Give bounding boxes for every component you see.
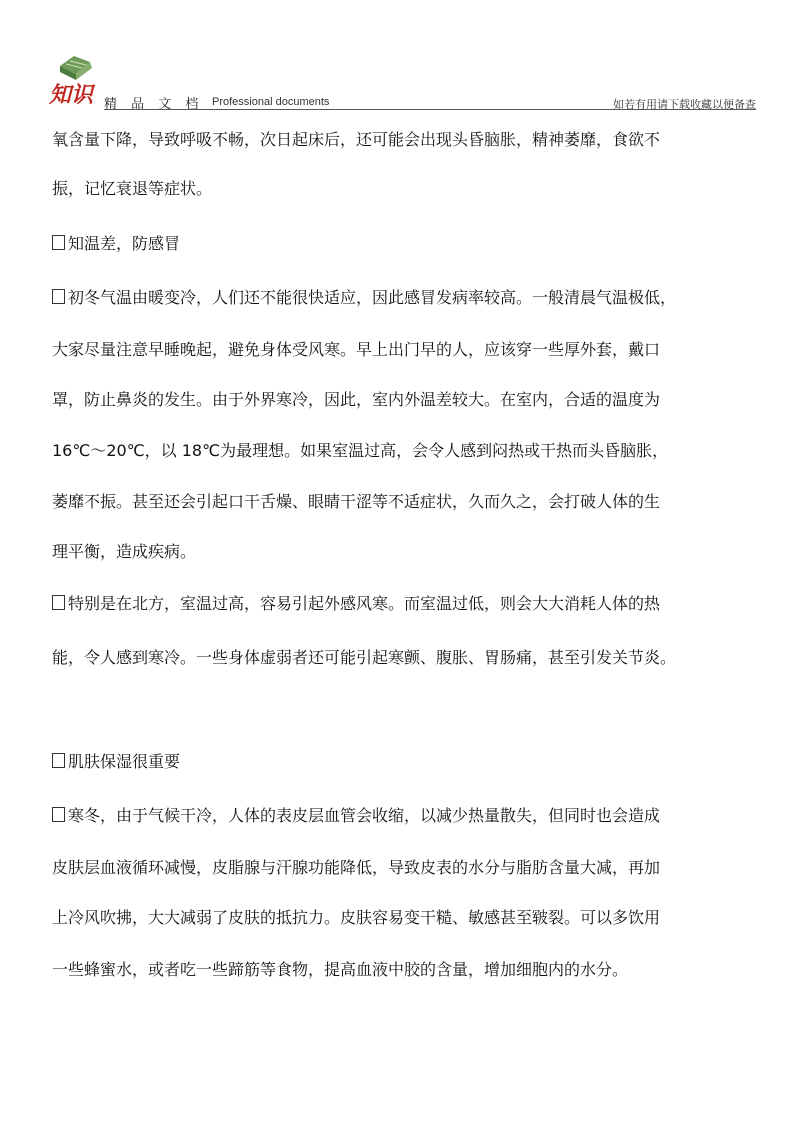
line-text: 16℃～20℃，以 18℃为最理想。如果室温过高，会令人感到闷热或干热而头昏脑胀， <box>52 441 669 460</box>
header-divider <box>104 109 756 110</box>
body-line <box>52 122 660 158</box>
section-heading <box>52 744 180 780</box>
line-text: 特别是在北方，室温过高，容易引起外感风寒。而室温过低，则会大大消耗人体的热 <box>68 594 661 613</box>
page-header <box>46 52 756 110</box>
line-text: 寒冬，由于气候干冷，人体的表皮层血管会收缩，以减少热量散失，但同时也会造成 <box>68 806 661 825</box>
body-line <box>52 280 676 316</box>
body-line <box>52 798 660 834</box>
missing-glyph-box-icon <box>52 753 65 768</box>
line-text: 理平衡，造成疾病。 <box>52 542 197 561</box>
line-text: 皮肤层血液循环减慢，皮脂腺与汗腺功能降低，导致皮表的水分与脂肪含量大减，再加 <box>52 858 661 877</box>
body-line <box>52 640 676 676</box>
logo-lettering: 知识 <box>49 82 94 108</box>
line-text: 一些蜂蜜水，或者吃一些蹄筋等食物，提高血液中胶的含量，增加细胞内的水分。 <box>52 960 629 979</box>
line-text: 罩，防止鼻炎的发生。由于外界寒冷，因此，室内外温差较大。在室内，合适的温度为 <box>52 390 661 409</box>
header-subtitle: Professional documents <box>212 96 330 108</box>
missing-glyph-box-icon <box>52 235 65 250</box>
body-line <box>52 586 660 622</box>
missing-glyph-box-icon <box>52 289 65 304</box>
line-text: 萎靡不振。甚至还会引起口干舌燥、眼睛干涩等不适症状，久而久之，会打破人体的生 <box>52 492 661 511</box>
body-line <box>52 433 668 469</box>
line-text: 上冷风吹拂，大大减弱了皮肤的抵抗力。皮肤容易变干糙、敏感甚至皲裂。可以多饮用 <box>52 908 661 927</box>
body-line <box>52 382 660 418</box>
heading-text: 知温差，防感冒 <box>68 234 181 253</box>
line-text: 初冬气温由暖变冷，人们还不能很快适应，因此感冒发病率较高。一般清晨气温极低， <box>68 288 677 307</box>
body-line <box>52 534 196 570</box>
body-line <box>52 952 628 988</box>
section-heading <box>52 226 180 262</box>
body-line <box>52 900 660 936</box>
body-line <box>52 850 660 886</box>
header-note: 如若有用请下载收藏以便备查 <box>613 98 756 111</box>
heading-text: 肌肤保湿很重要 <box>68 752 181 771</box>
body-line <box>52 171 212 207</box>
line-text: 大家尽量注意早睡晚起，避免身体受风寒。早上出门早的人，应该穿一些厚外套，戴口 <box>52 340 661 359</box>
body-line <box>52 484 660 520</box>
missing-glyph-box-icon <box>52 807 65 822</box>
line-text: 氧含量下降，导致呼吸不畅，次日起床后，还可能会出现头昏脑胀，精神萎靡，食欲不 <box>52 130 661 149</box>
header-title: 精 品 文 档 <box>104 97 204 112</box>
line-text: 振，记忆衰退等症状。 <box>52 179 213 198</box>
line-text: 能，令人感到寒冷。一些身体虚弱者还可能引起寒颤、腹胀、胃肠痛，甚至引发关节炎。 <box>52 648 677 667</box>
book-logo-icon <box>46 52 104 110</box>
missing-glyph-box-icon <box>52 595 65 610</box>
body-line <box>52 332 660 368</box>
